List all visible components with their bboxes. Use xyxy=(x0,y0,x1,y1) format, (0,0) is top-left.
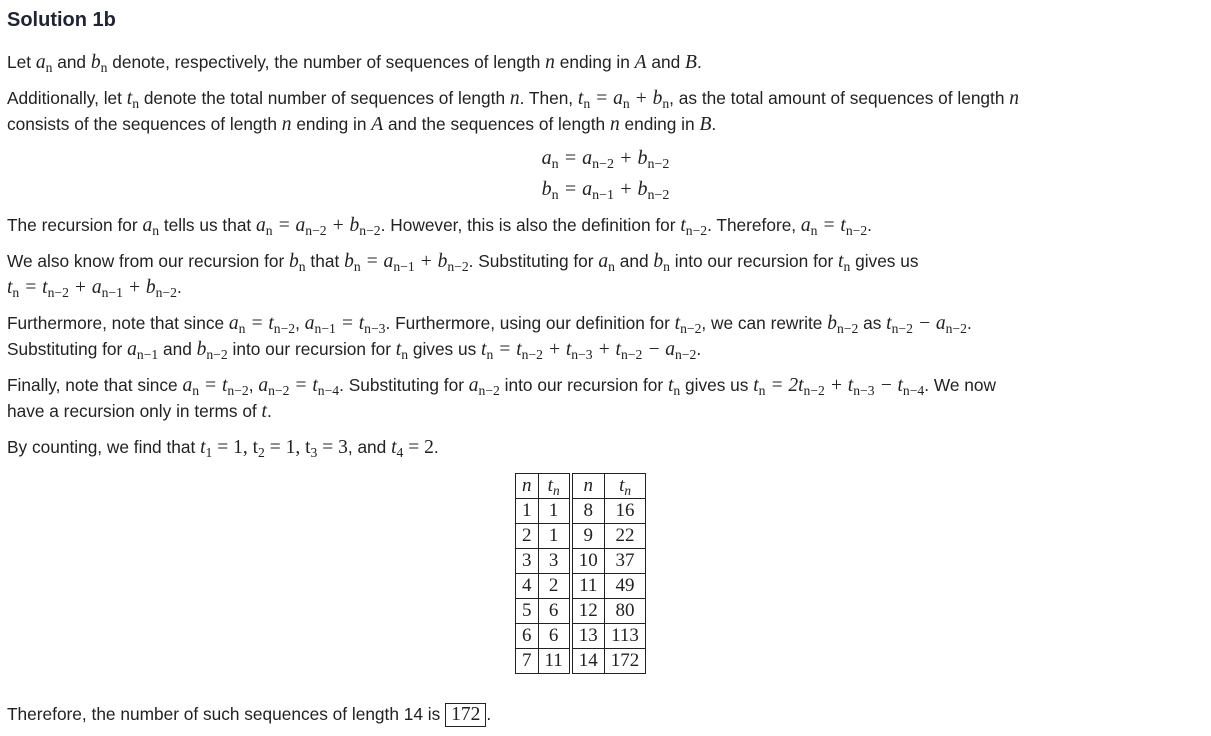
header-tn: $t_n$ xyxy=(538,474,571,499)
cell-tn2: 172 xyxy=(604,649,646,674)
cell-n2: 13 xyxy=(571,624,605,649)
paragraph-definitions: Let $a_n$ and $b_n$ denote, respectively, the number of sequences of length n ending in A and B. xyxy=(7,52,702,76)
cell-tn: 6 xyxy=(538,599,571,624)
cell-n: 5 xyxy=(516,599,539,624)
cell-n2: 10 xyxy=(571,549,605,574)
table-row xyxy=(516,499,646,524)
cell-tn2: 37 xyxy=(604,549,646,574)
cell-tn2: 22 xyxy=(604,524,646,549)
cell-n2: 9 xyxy=(571,524,605,549)
cell-n2: 12 xyxy=(571,599,605,624)
cell-n2: 14 xyxy=(571,649,605,674)
cell-n: 4 xyxy=(516,574,539,599)
cell-tn2: 113 xyxy=(604,624,646,649)
cell-n: 1 xyxy=(516,499,539,524)
cell-tn2: 80 xyxy=(604,599,646,624)
paragraph-total-line2: consists of the sequences of length n ending in A and the sequences of length n ending in B. xyxy=(7,114,717,135)
header-n: n xyxy=(516,474,539,499)
header-tn2: $t_n$ xyxy=(604,474,646,499)
page-title: Solution 1b xyxy=(7,9,116,31)
paragraph-counting: By counting, we find that $t_1 = 1$, $t_2 = 1$, $t_3 = 3$, and $t_4 = 2$. xyxy=(7,437,439,461)
paragraph-furthermore-line1: Furthermore, note that since $a_n = t_{n-2}$, $a_{n-1} = t_{n-3}$. Furthermore, using our definition for $t_{n-2}$, we can rewrite $b_{n-2}$ as $t_{n-2} - a_{n-2}$. xyxy=(7,313,972,337)
paragraph-total-line1: Additionally, let $t_n$ denote the total number of sequences of length n. Then, $t_n = a_n + b_n$, as the total amount of sequences of length n xyxy=(7,88,1020,112)
cell-tn: 11 xyxy=(538,649,571,674)
paragraph-recursion-b-line2: $t_n = t_{n-2} + a_{n-1} + b_{n-2}$. xyxy=(7,277,182,301)
cell-n: 2 xyxy=(516,524,539,549)
paragraph-finally-line1: Finally, note that since $a_n = t_{n-2}$, $a_{n-2} = t_{n-4}$. Substituting for $a_{n-2}$ into our recursion for $t_n$ gives us $t_n = 2t_{n-2} + t_{n-3} - t_{n-4}$. We now xyxy=(7,375,996,399)
paragraph-recursion-a: The recursion for $a_n$ tells us that $a_n = a_{n-2} + b_{n-2}$. However, this is also the definition for $t_{n-2}$. Therefore, $a_n = t_{n-2}$. xyxy=(7,215,872,239)
cell-n2: 11 xyxy=(571,574,605,599)
values-table xyxy=(515,473,646,674)
cell-n: 3 xyxy=(516,549,539,574)
cell-tn: 3 xyxy=(538,549,571,574)
cell-tn2: 49 xyxy=(604,574,646,599)
cell-n2: 8 xyxy=(571,499,605,524)
cell-tn2: 16 xyxy=(604,499,646,524)
table-row xyxy=(516,549,646,574)
paragraph-furthermore-line2: Substituting for $a_{n-1}$ and $b_{n-2}$ into our recursion for $t_n$ gives us $t_n = t_{n-2} + t_{n-3} + t_{n-2} - a_{n-2}$. xyxy=(7,339,702,363)
cell-tn: 2 xyxy=(538,574,571,599)
table-row xyxy=(516,649,646,674)
paragraph-recursion-b-line1: We also know from our recursion for $b_n$ that $b_n = a_{n-1} + b_{n-2}$. Substituting for $a_n$ and $b_n$ into our recursion for $t_n$ gives us xyxy=(7,251,919,275)
paragraph-finally-line2: have a recursion only in terms of t. xyxy=(7,401,272,422)
cell-n: 6 xyxy=(516,624,539,649)
table-row xyxy=(516,599,646,624)
display-equation-b: $b_n = a_{n-1} + b_{n-2}$ xyxy=(541,178,670,204)
cell-tn: 1 xyxy=(538,499,571,524)
table-row xyxy=(516,624,646,649)
table-header-row xyxy=(516,474,646,499)
table-row xyxy=(516,524,646,549)
table-row xyxy=(516,574,646,599)
cell-tn: 1 xyxy=(538,524,571,549)
header-n2: n xyxy=(571,474,605,499)
display-equation-a: $a_n = a_{n-2} + b_{n-2}$ xyxy=(541,147,670,173)
cell-tn: 6 xyxy=(538,624,571,649)
answer-box: 172 xyxy=(445,703,486,727)
cell-n: 7 xyxy=(516,649,539,674)
final-answer-line: Therefore, the number of such sequences of length 14 is 172 . xyxy=(7,704,492,725)
